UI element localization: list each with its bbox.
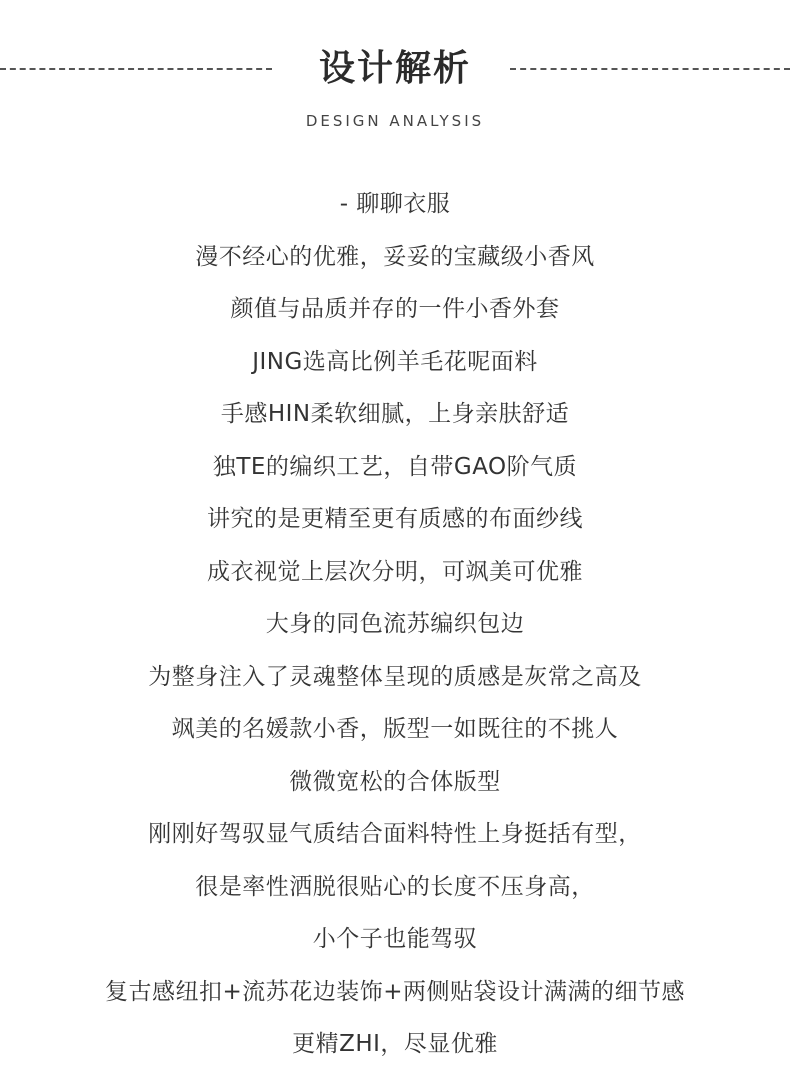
section-header [0,0,790,140]
right-dashed-divider [510,68,790,70]
description-line: 刚刚好驾驭显气质结合面料特性上身挺括有型， [148,821,642,847]
description-line: 大身的同色流苏编织包边 [265,611,525,637]
description-lines [0,186,790,1079]
description-line: 成衣视觉上层次分明，可飒美可优雅 [207,558,583,585]
description-line: 小个子也能驾驭 [312,926,478,952]
section-subtitle: DESIGN ANALYSIS [305,112,485,130]
description-line: JING选高比例羊毛花呢面料 [252,348,538,375]
description-line: 微微宽松的合体版型 [289,768,501,795]
description-line: 颜值与品质并存的一件小香外套 [230,296,560,322]
description-line: 为整身注入了灵魂整体呈现的质感是灰常之高及 [148,663,642,690]
description-line: 很是率性洒脱很贴心的长度不压身高， [195,873,595,900]
description-line: 复古感纽扣+流苏花边装饰+两侧贴袋设计满满的细节感 [104,978,686,1005]
description-line: - 聊聊衣服 [339,191,451,217]
description-line: 独TE的编织工艺，自带GAO阶气质 [212,453,578,480]
description-line: 漫不经心的优雅，妥妥的宝藏级小香风 [195,243,595,270]
section-title: 设计解析 [318,48,471,89]
description-line: 讲究的是更精至更有质感的布面纱线 [207,506,583,532]
description-line: 手感HIN柔软细腻，上身亲肤舒适 [220,401,570,427]
description-line: 飒美的名媛款小香，版型一如既往的不挑人 [171,716,619,742]
description-line: 更精ZHI，尽显优雅 [292,1031,498,1057]
